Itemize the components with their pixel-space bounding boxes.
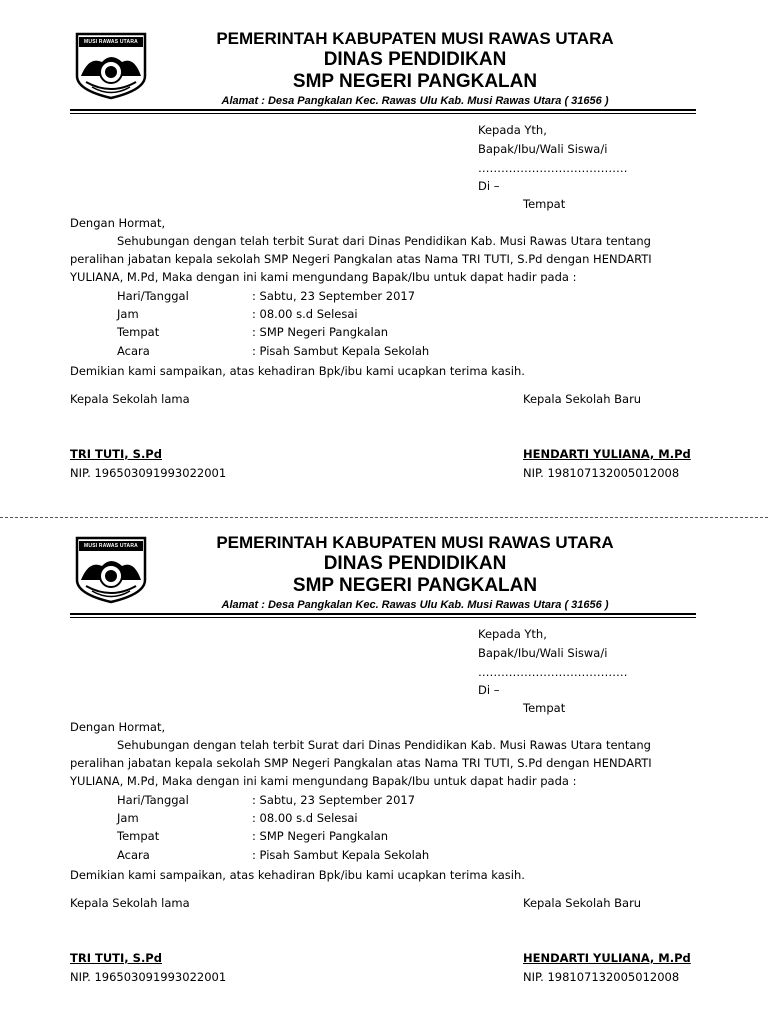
recipient-line: Kepada Yth,	[478, 627, 547, 641]
school-address: Alamat : Desa Pangkalan Kec. Rawas Ulu Kab. Musi Rawas Utara ( 31656 )	[221, 599, 609, 611]
left-signatory-title: Kepala Sekolah lama	[70, 392, 190, 406]
government-heading: PEMERINTAH KABUPATEN MUSI RAWAS UTARA	[216, 29, 614, 48]
recipient-line: …………………………………	[478, 665, 628, 679]
right-signatory-name: HENDARTI YULIANA, M.Pd	[523, 951, 691, 965]
recipient-line: Bapak/Ibu/Wali Siswa/i	[478, 142, 608, 156]
detail-label: Jam	[117, 811, 139, 825]
paragraph-line: YULIANA, M.Pd, Maka dengan ini kami mengundang Bapak/Ibu untuk dapat hadir pada :	[70, 774, 577, 788]
detail-value: : 08.00 s.d Selesai	[252, 307, 358, 321]
letterhead-divider-thick	[70, 109, 696, 111]
detail-value: : SMP Negeri Pangkalan	[252, 325, 389, 339]
left-signatory-name: TRI TUTI, S.Pd	[70, 447, 162, 461]
detail-value: : Sabtu, 23 September 2017	[252, 289, 416, 303]
greeting: Dengan Hormat,	[70, 216, 166, 230]
detail-value: : Pisah Sambut Kepala Sekolah	[252, 848, 430, 862]
department-heading: DINAS PENDIDIKAN	[323, 49, 507, 70]
right-signatory-nip: NIP. 198107132005012008	[523, 970, 680, 984]
right-signatory-title: Kepala Sekolah Baru	[523, 896, 642, 910]
paragraph-line: Sehubungan dengan telah terbit Surat dari Dinas Pendidikan Kab. Musi Rawas Utara tentang	[117, 234, 651, 248]
invitation-letter	[0, 504, 768, 1004]
recipient-line: Tempat	[523, 701, 566, 715]
paragraph-line: peralihan jabatan kepala sekolah SMP Negeri Pangkalan atas Nama TRI TUTI, S.Pd dengan HENDARTI	[70, 252, 652, 266]
detail-label: Tempat	[117, 325, 160, 339]
left-signatory-title: Kepala Sekolah lama	[70, 896, 190, 910]
detail-label: Acara	[117, 848, 150, 862]
invitation-letter	[0, 0, 768, 500]
paragraph-line: YULIANA, M.Pd, Maka dengan ini kami mengundang Bapak/Ibu untuk dapat hadir pada :	[70, 270, 577, 284]
left-signatory-nip: NIP. 196503091993022001	[70, 466, 227, 480]
left-signatory-nip: NIP. 196503091993022001	[70, 970, 227, 984]
letterhead-divider-thin	[70, 113, 696, 114]
regency-emblem-icon	[74, 536, 148, 604]
detail-value: : Pisah Sambut Kepala Sekolah	[252, 344, 430, 358]
closing-sentence: Demikian kami sampaikan, atas kehadiran Bpk/ibu kami ucapkan terima kasih.	[70, 364, 525, 378]
right-signatory-name: HENDARTI YULIANA, M.Pd	[523, 447, 691, 461]
left-signatory-name: TRI TUTI, S.Pd	[70, 951, 162, 965]
department-heading: DINAS PENDIDIKAN	[323, 553, 507, 574]
right-signatory-nip: NIP. 198107132005012008	[523, 466, 680, 480]
letterhead-divider-thin	[70, 617, 696, 618]
detail-label: Acara	[117, 344, 150, 358]
closing-sentence: Demikian kami sampaikan, atas kehadiran Bpk/ibu kami ucapkan terima kasih.	[70, 868, 525, 882]
letterhead-divider-thick	[70, 613, 696, 615]
recipient-line: Bapak/Ibu/Wali Siswa/i	[478, 646, 608, 660]
paragraph-line: Sehubungan dengan telah terbit Surat dari Dinas Pendidikan Kab. Musi Rawas Utara tentang	[117, 738, 651, 752]
detail-label: Hari/Tanggal	[117, 793, 189, 807]
school-heading: SMP NEGERI PANGKALAN	[292, 575, 538, 596]
recipient-line: Kepada Yth,	[478, 123, 547, 137]
detail-label: Tempat	[117, 829, 160, 843]
detail-label: Hari/Tanggal	[117, 289, 189, 303]
recipient-line: Tempat	[523, 197, 566, 211]
right-signatory-title: Kepala Sekolah Baru	[523, 392, 642, 406]
recipient-line: …………………………………	[478, 161, 628, 175]
emblem-text: MUSI RAWAS UTARA	[84, 39, 138, 45]
emblem-text: MUSI RAWAS UTARA	[84, 543, 138, 549]
detail-value: : 08.00 s.d Selesai	[252, 811, 358, 825]
detail-label: Jam	[117, 307, 139, 321]
paragraph-line: peralihan jabatan kepala sekolah SMP Negeri Pangkalan atas Nama TRI TUTI, S.Pd dengan HENDARTI	[70, 756, 652, 770]
detail-value: : Sabtu, 23 September 2017	[252, 793, 416, 807]
regency-emblem-icon	[74, 32, 148, 100]
government-heading: PEMERINTAH KABUPATEN MUSI RAWAS UTARA	[216, 533, 614, 552]
detail-value: : SMP Negeri Pangkalan	[252, 829, 389, 843]
school-heading: SMP NEGERI PANGKALAN	[292, 71, 538, 92]
greeting: Dengan Hormat,	[70, 720, 166, 734]
recipient-line: Di –	[478, 683, 500, 697]
recipient-line: Di –	[478, 179, 500, 193]
school-address: Alamat : Desa Pangkalan Kec. Rawas Ulu Kab. Musi Rawas Utara ( 31656 )	[221, 95, 609, 107]
